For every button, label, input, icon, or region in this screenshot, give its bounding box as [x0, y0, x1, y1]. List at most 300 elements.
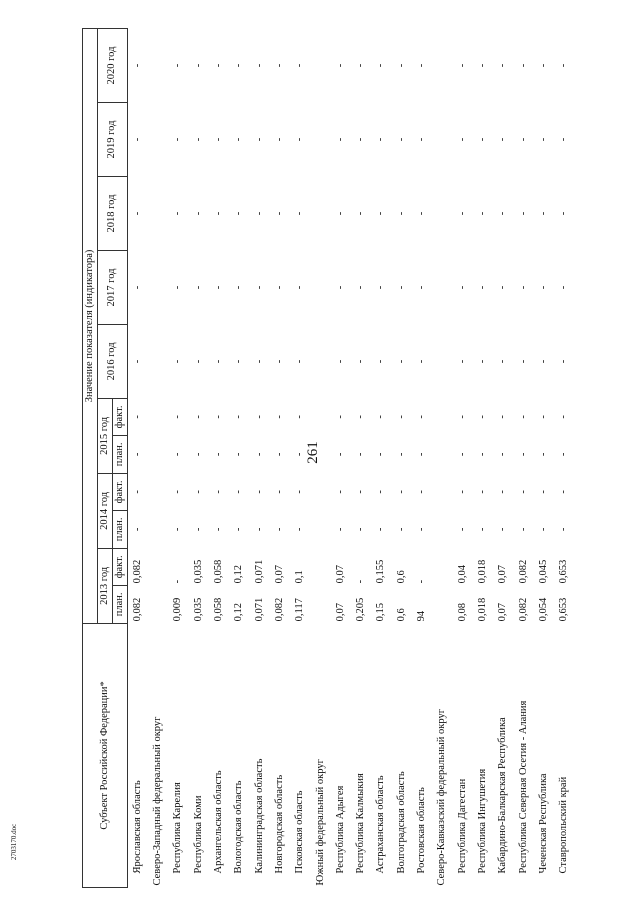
year-header-2014: 2014 год: [98, 473, 113, 548]
value-cell: -: [334, 452, 346, 457]
value-cell: -: [233, 490, 245, 494]
value-cell: -: [294, 211, 306, 216]
table-row: [209, 29, 229, 888]
subject-name: Новгородская область: [273, 774, 285, 874]
subject-name: Калининградская область: [253, 758, 265, 874]
district-name: Северо-Западный федеральный округ: [152, 716, 164, 886]
value-cell: -: [294, 63, 306, 68]
value-cell: -: [476, 359, 488, 364]
value-cell: -: [273, 211, 285, 216]
table-row: [392, 29, 412, 888]
value-cell: -: [213, 137, 225, 142]
value-cell: -: [334, 359, 346, 364]
value-cell: -: [537, 137, 549, 142]
value-cell: -: [233, 63, 245, 68]
fact-2013-value: 0,082: [131, 559, 143, 584]
subject-name: Республика Калмыкия: [355, 773, 367, 874]
value-cell: -: [558, 137, 570, 142]
fact-2013-value: 0,058: [213, 559, 225, 584]
value-cell: [432, 435, 452, 473]
value-cell: -: [456, 137, 468, 142]
value-cell: -: [375, 63, 387, 68]
table-row: [331, 29, 351, 888]
value-cell: [148, 435, 168, 473]
fact-2013-value: -: [355, 579, 367, 584]
table-row: [169, 29, 189, 888]
value-cell: -: [131, 452, 143, 457]
value-cell: -: [456, 452, 468, 457]
value-cell: -: [558, 63, 570, 68]
value-cell: -: [233, 452, 245, 457]
plan-2013-value: 0,082: [273, 597, 285, 622]
value-cell: -: [355, 452, 367, 457]
value-cell: -: [233, 415, 245, 419]
table-row: [189, 29, 209, 888]
value-cell: -: [273, 285, 285, 290]
value-cell: [432, 29, 452, 103]
value-cell: -: [375, 490, 387, 494]
value-cell: -: [416, 452, 428, 457]
value-cell: -: [395, 415, 407, 419]
value-cell: -: [172, 490, 184, 494]
value-cell: -: [476, 490, 488, 494]
value-cell: -: [355, 490, 367, 494]
fact-2013-value: 0,07: [334, 564, 346, 584]
value-cell: -: [253, 137, 265, 142]
value-cell: -: [517, 285, 529, 290]
value-cell: -: [273, 490, 285, 494]
fact-2013-value: 0,082: [517, 559, 529, 584]
value-cell: -: [253, 285, 265, 290]
value-cell: -: [192, 359, 204, 364]
plan-2013-value: 0,07: [497, 602, 509, 622]
value-cell: -: [517, 452, 529, 457]
value-cell: -: [131, 63, 143, 68]
fact-header: факт.: [113, 548, 128, 585]
table-row: [290, 29, 310, 888]
value-cell: -: [334, 285, 346, 290]
value-cell: [432, 103, 452, 177]
value-cell: -: [537, 359, 549, 364]
value-cell: -: [172, 359, 184, 364]
value-cell: -: [273, 359, 285, 364]
table-row: [432, 29, 452, 888]
value-cell: -: [558, 452, 570, 457]
plan-2013-value: 0,054: [537, 597, 549, 622]
value-cell: -: [294, 527, 306, 532]
value-cell: -: [172, 137, 184, 142]
year-header-2019: 2019 год: [98, 103, 128, 177]
subject-name: Республика Адыгея: [334, 785, 346, 874]
plan-2013-value: 0,6: [395, 608, 407, 622]
value-cell: -: [537, 527, 549, 532]
plan-2013-value: [148, 585, 168, 623]
value-cell: -: [172, 285, 184, 290]
value-cell: -: [375, 285, 387, 290]
plan-2013-value: 0,117: [294, 598, 306, 622]
value-cell: -: [294, 452, 306, 457]
value-cell: -: [233, 137, 245, 142]
year-header-2015: 2015 год: [98, 398, 113, 473]
value-cell: -: [456, 285, 468, 290]
value-cell: -: [294, 359, 306, 364]
fact-2013-value: 0,155: [375, 559, 387, 584]
value-cell: -: [517, 63, 529, 68]
value-cell: -: [395, 63, 407, 68]
value-cell: -: [476, 415, 488, 419]
value-cell: [148, 103, 168, 177]
subject-name: Чеченская Республика: [537, 773, 549, 874]
value-cell: -: [497, 137, 509, 142]
table-row: [473, 29, 493, 888]
table-row: [229, 29, 249, 888]
value-cell: -: [131, 527, 143, 532]
plan-2013-value: 0,035: [192, 597, 204, 622]
value-cell: -: [131, 490, 143, 494]
fact-2013-value: 0,07: [497, 564, 509, 584]
value-cell: -: [416, 415, 428, 419]
plan-2013-value: 0,08: [456, 602, 468, 622]
value-cell: -: [192, 137, 204, 142]
value-cell: -: [517, 527, 529, 532]
value-cell: -: [172, 63, 184, 68]
value-cell: [148, 324, 168, 398]
value-cell: -: [537, 285, 549, 290]
district-name: Северо-Кавказский федеральный округ: [436, 708, 448, 886]
rotated-table-container: [82, 28, 612, 888]
plan-2013-value: 0,07: [334, 602, 346, 622]
value-cell: -: [294, 490, 306, 494]
value-cell: -: [233, 285, 245, 290]
value-cell: -: [355, 415, 367, 419]
value-cell: -: [497, 359, 509, 364]
value-cell: -: [476, 527, 488, 532]
value-cell: [148, 510, 168, 548]
value-cell: -: [476, 211, 488, 216]
district-name: Южный федеральный округ: [314, 759, 326, 886]
plan-2013-value: 0,205: [355, 597, 367, 622]
table-row: [412, 29, 432, 888]
table-row: [128, 29, 149, 888]
plan-2013-value: 94: [416, 610, 428, 622]
table-row: [351, 29, 371, 888]
value-cell: -: [375, 359, 387, 364]
value-cell: -: [375, 137, 387, 142]
value-cell: -: [233, 211, 245, 216]
value-cell: [311, 250, 331, 324]
value-cell: -: [416, 527, 428, 532]
year-header-2013: 2013 год: [98, 548, 113, 623]
value-cell: -: [334, 137, 346, 142]
value-cell: -: [416, 285, 428, 290]
value-cell: -: [497, 211, 509, 216]
fact-2013-value: 0,6: [395, 570, 407, 584]
value-cell: -: [273, 452, 285, 457]
page-number: 261: [304, 441, 321, 464]
value-cell: -: [476, 285, 488, 290]
plan-2013-value: 0,071: [253, 597, 265, 622]
value-cell: -: [497, 452, 509, 457]
fact-header: факт.: [113, 398, 128, 435]
subject-name: Республика Коми: [192, 795, 204, 874]
subject-name: Астраханская область: [375, 775, 387, 874]
subject-name: Волгоградская область: [395, 771, 407, 874]
value-cell: -: [456, 527, 468, 532]
value-cell: -: [476, 452, 488, 457]
subject-name: Вологодская область: [233, 780, 245, 874]
fact-2013-value: -: [172, 579, 184, 584]
plan-2013-value: [311, 585, 331, 623]
table-row: [372, 29, 392, 888]
value-cell: -: [517, 415, 529, 419]
value-cell: -: [294, 415, 306, 419]
value-cell: -: [537, 415, 549, 419]
value-cell: [148, 473, 168, 510]
value-cell: -: [192, 452, 204, 457]
value-cell: -: [416, 137, 428, 142]
table-row: [453, 29, 473, 888]
value-cell: -: [395, 527, 407, 532]
value-cell: -: [192, 63, 204, 68]
plan-2013-value: 0,018: [476, 597, 488, 622]
value-cell: [311, 398, 331, 435]
value-cell: -: [131, 137, 143, 142]
value-cell: -: [334, 211, 346, 216]
value-cell: [148, 177, 168, 251]
value-cell: -: [192, 415, 204, 419]
table-row: [311, 29, 331, 888]
value-cell: -: [213, 415, 225, 419]
value-cell: -: [131, 359, 143, 364]
value-cell: -: [253, 211, 265, 216]
value-cell: -: [395, 452, 407, 457]
fact-2013-value: [311, 548, 331, 585]
subject-name: Республика Ингушетия: [476, 768, 488, 874]
value-cell: -: [355, 211, 367, 216]
value-cell: -: [395, 211, 407, 216]
fact-2013-value: 0,653: [558, 559, 570, 584]
table-row: [514, 29, 534, 888]
value-cell: -: [213, 359, 225, 364]
value-cell: -: [456, 415, 468, 419]
year-header-2017: 2017 год: [98, 250, 128, 324]
table-row: [554, 29, 574, 888]
value-cell: -: [416, 490, 428, 494]
value-cell: -: [355, 359, 367, 364]
value-cell: [432, 398, 452, 435]
value-cell: -: [172, 415, 184, 419]
value-cell: -: [334, 490, 346, 494]
value-cell: -: [253, 359, 265, 364]
value-cell: -: [497, 490, 509, 494]
value-cell: -: [131, 285, 143, 290]
value-cell: -: [172, 211, 184, 216]
value-cell: -: [395, 490, 407, 494]
plan-header: план.: [113, 510, 128, 548]
value-cell: -: [416, 63, 428, 68]
value-cell: -: [334, 527, 346, 532]
subject-name: Ростовская область: [416, 787, 428, 874]
subject-name: Кабардино-Балкарская Республика: [497, 717, 509, 874]
value-cell: -: [395, 285, 407, 290]
table-row: [534, 29, 554, 888]
value-cell: -: [558, 359, 570, 364]
fact-2013-value: [432, 548, 452, 585]
plan-2013-value: 0,082: [517, 597, 529, 622]
value-cell: -: [558, 415, 570, 419]
value-cell: -: [131, 415, 143, 419]
year-header-2020: 2020 год: [98, 29, 128, 103]
value-cell: -: [172, 452, 184, 457]
value-cell: [432, 177, 452, 251]
value-cell: -: [294, 285, 306, 290]
value-cell: [432, 473, 452, 510]
subject-name: Ставропольский край: [558, 776, 570, 874]
value-cell: -: [273, 527, 285, 532]
value-cell: -: [355, 527, 367, 532]
subject-name: Ярославская область: [131, 780, 143, 874]
value-cell: [311, 177, 331, 251]
subject-name: Архангельская область: [213, 770, 225, 874]
value-cell: -: [517, 211, 529, 216]
subject-name: Псковская область: [294, 790, 306, 874]
value-cell: [311, 473, 331, 510]
value-cell: -: [537, 211, 549, 216]
plan-2013-value: 0,009: [172, 597, 184, 622]
value-cell: -: [192, 527, 204, 532]
value-cell: -: [233, 359, 245, 364]
value-cell: -: [456, 490, 468, 494]
value-cell: -: [334, 415, 346, 419]
fact-2013-value: 0,035: [192, 559, 204, 584]
value-cell: -: [558, 285, 570, 290]
plan-2013-value: 0,058: [213, 597, 225, 622]
value-cell: -: [517, 137, 529, 142]
value-cell: -: [334, 63, 346, 68]
value-cell: -: [497, 285, 509, 290]
value-cell: -: [253, 452, 265, 457]
fact-2013-value: -: [416, 579, 428, 584]
table-row: [148, 29, 168, 888]
value-cell: -: [375, 415, 387, 419]
plan-header: план.: [113, 585, 128, 623]
value-cell: [311, 510, 331, 548]
value-cell: -: [375, 452, 387, 457]
table-row: [493, 29, 513, 888]
value-cell: -: [395, 359, 407, 364]
fact-2013-value: 0,07: [273, 564, 285, 584]
subject-name: Республика Дагестан: [456, 778, 468, 874]
subject-name: Республика Северная Осетия - Алания: [517, 700, 529, 874]
value-cell: -: [213, 527, 225, 532]
year-header-2016: 2016 год: [98, 324, 128, 398]
value-cell: -: [375, 211, 387, 216]
value-cell: -: [355, 137, 367, 142]
plan-2013-value: [432, 585, 452, 623]
value-cell: -: [476, 137, 488, 142]
value-cell: -: [456, 359, 468, 364]
value-cell: [311, 103, 331, 177]
value-cell: -: [213, 211, 225, 216]
value-cell: -: [213, 490, 225, 494]
table-row: [270, 29, 290, 888]
value-cell: -: [537, 63, 549, 68]
value-cell: [311, 29, 331, 103]
fact-2013-value: 0,045: [537, 559, 549, 584]
subject-column-header: Субъект Российской Федерации*: [83, 623, 128, 887]
value-cell: -: [476, 63, 488, 68]
value-cell: -: [192, 490, 204, 494]
value-cell: [148, 250, 168, 324]
value-cell: -: [517, 359, 529, 364]
fact-2013-value: 0,04: [456, 564, 468, 584]
value-cell: -: [375, 527, 387, 532]
year-header-2018: 2018 год: [98, 177, 128, 251]
value-cell: -: [213, 63, 225, 68]
value-cell: -: [558, 490, 570, 494]
value-cell: -: [416, 211, 428, 216]
value-cell: -: [355, 63, 367, 68]
value-cell: -: [213, 452, 225, 457]
plan-2013-value: 0,12: [233, 602, 245, 622]
value-cell: [148, 29, 168, 103]
value-cell: -: [253, 490, 265, 494]
value-cell: -: [537, 490, 549, 494]
value-cell: -: [192, 211, 204, 216]
value-cell: -: [395, 137, 407, 142]
value-cell: [432, 324, 452, 398]
value-cell: -: [192, 285, 204, 290]
value-cell: -: [213, 285, 225, 290]
value-cell: -: [558, 527, 570, 532]
plan-2013-value: 0,082: [131, 597, 143, 622]
value-cell: -: [456, 211, 468, 216]
indicator-table: [82, 28, 575, 888]
fact-2013-value: [148, 548, 168, 585]
fact-2013-value: 0,018: [476, 559, 488, 584]
value-cell: -: [456, 63, 468, 68]
subject-name: Республика Карелия: [172, 782, 184, 874]
value-cell: -: [253, 415, 265, 419]
value-cell: [432, 250, 452, 324]
value-cell: [311, 435, 331, 473]
value-cell: [148, 398, 168, 435]
value-cell: -: [537, 452, 549, 457]
value-cell: -: [273, 415, 285, 419]
value-cell: -: [497, 527, 509, 532]
value-cell: -: [233, 527, 245, 532]
table-row: [250, 29, 270, 888]
plan-2013-value: 0,15: [375, 602, 387, 622]
value-cell: [311, 324, 331, 398]
table-body: [128, 29, 575, 888]
value-cell: -: [273, 137, 285, 142]
fact-2013-value: 0,12: [233, 564, 245, 584]
value-cell: -: [294, 137, 306, 142]
value-cell: -: [517, 490, 529, 494]
plan-2013-value: 0,653: [558, 597, 570, 622]
value-cell: -: [497, 63, 509, 68]
value-cell: -: [355, 285, 367, 290]
value-cell: [432, 510, 452, 548]
value-cell: -: [131, 211, 143, 216]
value-cell: -: [172, 527, 184, 532]
value-cell: -: [416, 359, 428, 364]
fact-2013-value: 0,1: [294, 570, 306, 584]
value-cell: -: [497, 415, 509, 419]
value-cell: -: [253, 527, 265, 532]
plan-header: план.: [113, 435, 128, 473]
